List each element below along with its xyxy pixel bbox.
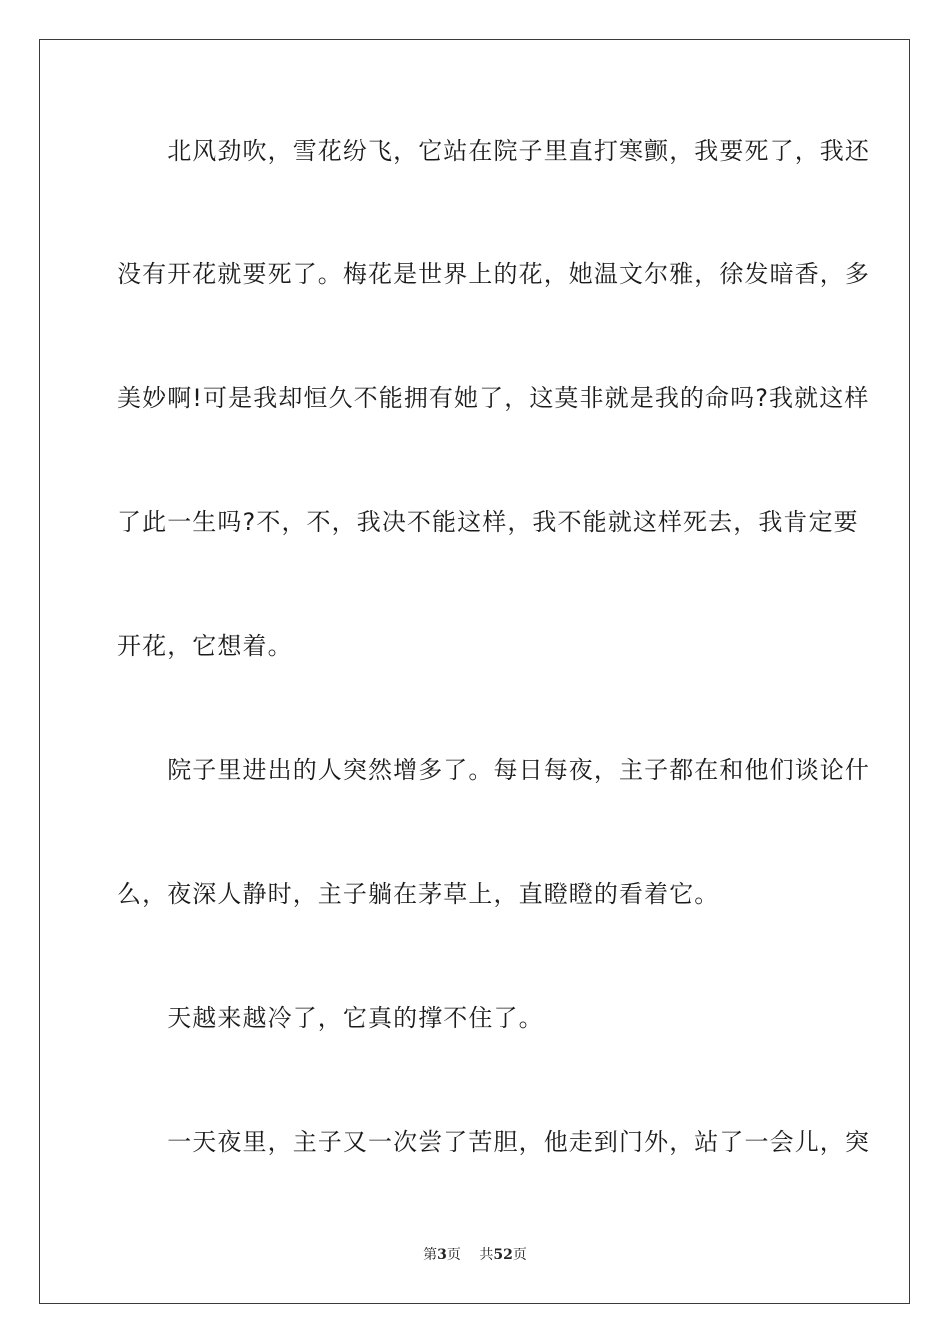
page-indicator [423,1247,461,1263]
page-footer [0,1244,950,1264]
text-line-1: 北风劲吹，雪花纷飞，它站在院子里直打寒颤，我要死了，我还 [117,137,870,165]
text-line-6: 院子里进出的人突然增多了。每日每夜，主子都在和他们谈论什 [117,756,870,784]
page-suffix: 页 [446,1247,461,1263]
total-prefix: 共 [479,1247,494,1263]
total-suffix: 页 [512,1247,527,1263]
text-line-8: 天越来越冷了，它真的撑不住了。 [117,1004,544,1032]
text-line-4: 了此一生吗?不，不，我决不能这样，我不能就这样死去，我肯定要 [117,508,859,536]
text-line-5: 开花，它想着。 [117,632,293,660]
text-line-7: 么，夜深人静时，主子躺在茅草上，直瞪瞪的看着它。 [117,880,720,908]
page-number: 3 [437,1247,447,1263]
text-line-9: 一天夜里，主子又一次尝了苦胆，他走到门外，站了一会儿，突 [117,1128,870,1156]
text-line-3: 美妙啊!可是我却恒久不能拥有她了，这莫非就是我的命吗?我就这样 [117,384,870,412]
page-border [39,39,910,1304]
text-line-2: 没有开花就要死了。梅花是世界上的花，她温文尔雅，徐发暗香，多 [117,260,870,288]
page-prefix: 第 [423,1247,438,1263]
total-pages: 52 [493,1247,513,1263]
total-indicator [479,1247,526,1263]
